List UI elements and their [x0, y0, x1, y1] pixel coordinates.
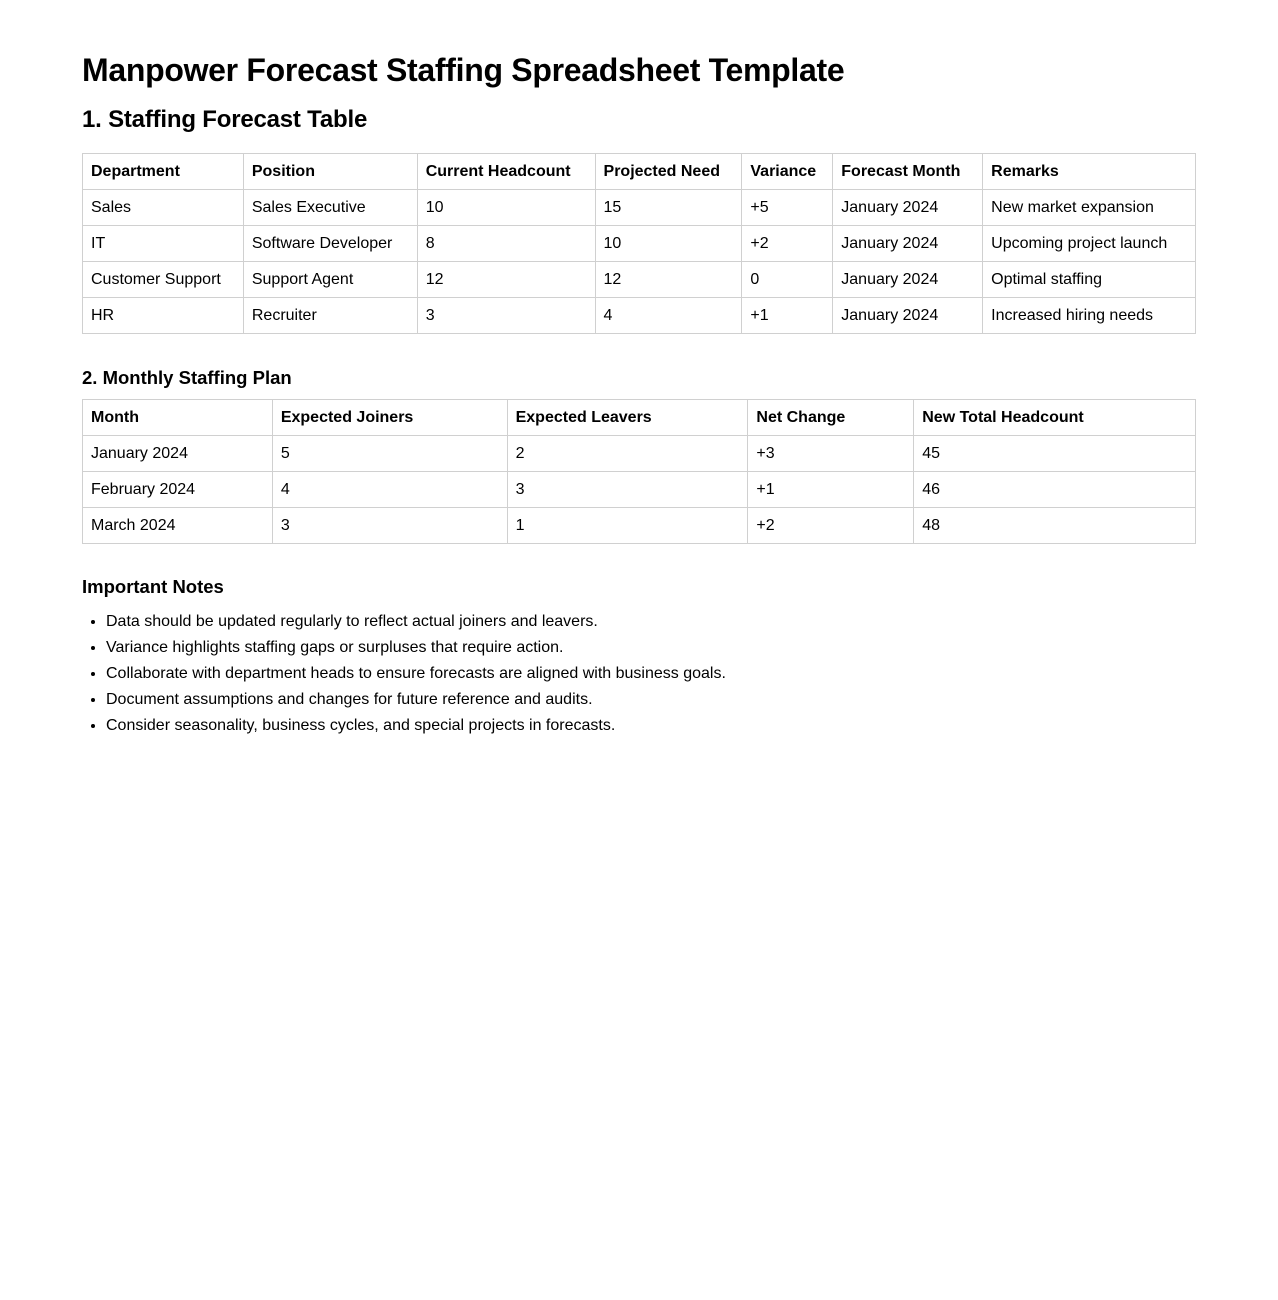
table-cell: 46	[914, 472, 1196, 508]
table-cell: 4	[595, 298, 742, 334]
list-item: • Data should be updated regularly to reflect actual joiners and leavers.	[106, 609, 726, 635]
table-cell: +3	[748, 436, 914, 472]
column-header-projected-need: Projected Need	[595, 154, 742, 190]
table-cell: 10	[595, 226, 742, 262]
column-header-expected-joiners: Expected Joiners	[272, 400, 507, 436]
table-cell: 15	[595, 190, 742, 226]
table-cell: 48	[914, 508, 1196, 544]
table-cell: 12	[417, 262, 595, 298]
table-cell: February 2024	[83, 472, 273, 508]
column-header-forecast-month: Forecast Month	[833, 154, 983, 190]
table-cell: 3	[417, 298, 595, 334]
table-cell: Support Agent	[243, 262, 417, 298]
list-item: • Document assumptions and changes for future reference and audits.	[106, 687, 726, 713]
table-row	[83, 472, 1196, 508]
table-cell: January 2024	[833, 298, 983, 334]
notes-list	[82, 609, 726, 739]
table-cell: Customer Support	[83, 262, 244, 298]
table-cell: New market expansion	[983, 190, 1196, 226]
column-header-net-change: Net Change	[748, 400, 914, 436]
column-header-remarks: Remarks	[983, 154, 1196, 190]
table-row	[83, 508, 1196, 544]
monthly-staffing-table	[82, 399, 1196, 544]
table-cell: 3	[507, 472, 748, 508]
table-cell: January 2024	[833, 226, 983, 262]
table-row	[83, 262, 1196, 298]
table-row	[83, 190, 1196, 226]
staffing-forecast-table	[82, 153, 1196, 334]
notes-heading: Important Notes	[82, 576, 224, 597]
table-cell: January 2024	[83, 436, 273, 472]
table-cell: 8	[417, 226, 595, 262]
column-header-variance: Variance	[742, 154, 833, 190]
table-cell: 5	[272, 436, 507, 472]
table-row	[83, 226, 1196, 262]
table-cell: 12	[595, 262, 742, 298]
table-cell: January 2024	[833, 190, 983, 226]
table-cell: 1	[507, 508, 748, 544]
table-cell: +1	[748, 472, 914, 508]
list-item: • Variance highlights staffing gaps or surpluses that require action.	[106, 635, 726, 661]
column-header-month: Month	[83, 400, 273, 436]
table-cell: 2	[507, 436, 748, 472]
table-cell: January 2024	[833, 262, 983, 298]
table-cell: Sales Executive	[243, 190, 417, 226]
monthly-section-heading: 2. Monthly Staffing Plan	[82, 367, 292, 388]
table-cell: 0	[742, 262, 833, 298]
table-cell: 4	[272, 472, 507, 508]
table-cell: 45	[914, 436, 1196, 472]
column-header-current-headcount: Current Headcount	[417, 154, 595, 190]
table-cell: +1	[742, 298, 833, 334]
table-cell: 10	[417, 190, 595, 226]
column-header-expected-leavers: Expected Leavers	[507, 400, 748, 436]
table-cell: 3	[272, 508, 507, 544]
table-cell: Software Developer	[243, 226, 417, 262]
table-cell: IT	[83, 226, 244, 262]
table-row	[83, 298, 1196, 334]
table-cell: March 2024	[83, 508, 273, 544]
list-item: • Collaborate with department heads to ensure forecasts are aligned with business goals.	[106, 661, 726, 687]
column-header-new-total-headcount: New Total Headcount	[914, 400, 1196, 436]
column-header-position: Position	[243, 154, 417, 190]
table-cell: Sales	[83, 190, 244, 226]
table-cell: +5	[742, 190, 833, 226]
table-header-row	[83, 154, 1196, 190]
table-row	[83, 436, 1196, 472]
table-cell: Recruiter	[243, 298, 417, 334]
table-cell: Increased hiring needs	[983, 298, 1196, 334]
list-item: • Consider seasonality, business cycles, and special projects in forecasts.	[106, 713, 726, 739]
table-cell: Optimal staffing	[983, 262, 1196, 298]
table-cell: Upcoming project launch	[983, 226, 1196, 262]
table-cell: +2	[742, 226, 833, 262]
table-cell: +2	[748, 508, 914, 544]
column-header-department: Department	[83, 154, 244, 190]
table-header-row	[83, 400, 1196, 436]
table-cell: HR	[83, 298, 244, 334]
page-title: Manpower Forecast Staffing Spreadsheet Template	[82, 52, 845, 88]
forecast-section-heading: 1. Staffing Forecast Table	[82, 106, 368, 133]
